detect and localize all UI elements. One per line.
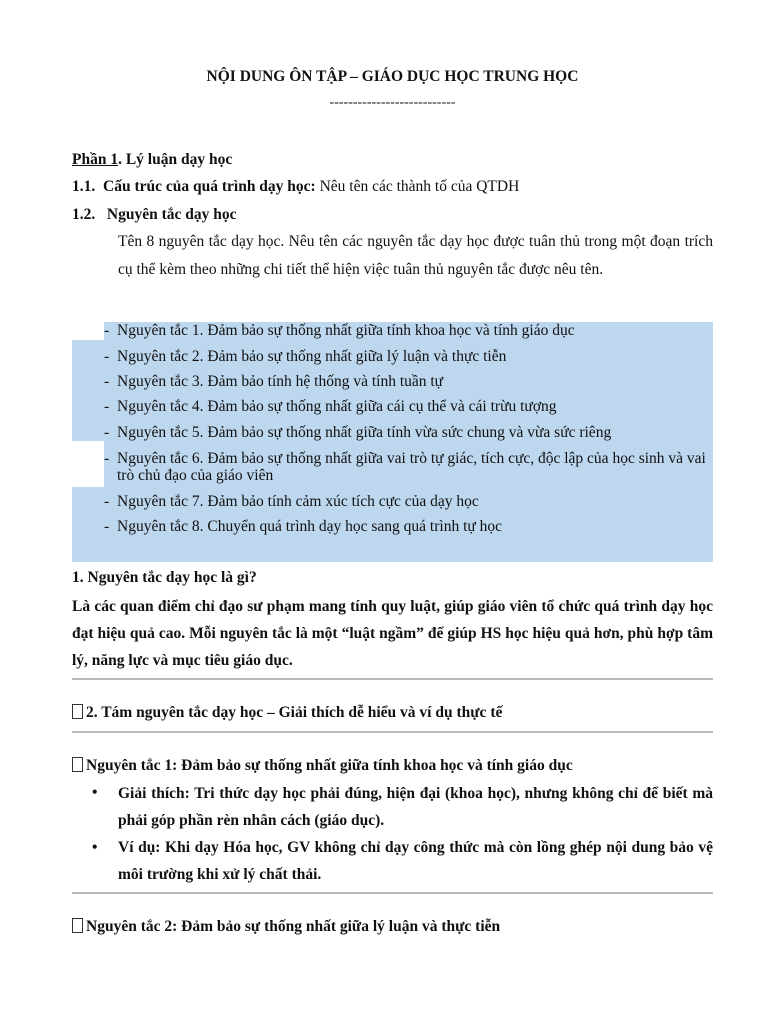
principle-1-example: Ví dụ: Khi dạy Hóa học, GV không chỉ dạy công thức mà còn lồng ghép nội dung bảo vệ môi trường khi xử lý chất thải. bbox=[118, 839, 713, 883]
title-underline-dashes: --------------------------- bbox=[329, 95, 456, 110]
q1-answer: Là các quan điểm chỉ đạo sư phạm mang tính quy luật, giúp giáo viên tổ chức quá trình dạy học đạt hiệu quả cao. Mỗi nguyên tắc là một “luật ngầm” để giúp HS học hiệu quả hơn, phù hợp tâm lý, năng lực và mục tiêu giáo dục. bbox=[72, 598, 713, 669]
divider bbox=[72, 892, 713, 894]
q2-heading-text: 2. Tám nguyên tắc dạy học – Giải thích dễ hiểu và ví dụ thực tế bbox=[86, 704, 503, 721]
section-1-1-number: 1.1. bbox=[72, 178, 96, 195]
list-dash: - bbox=[104, 373, 110, 390]
principle-2-heading-text: Nguyên tắc 2: Đảm bảo sự thống nhất giữa lý luận và thực tiễn bbox=[86, 918, 501, 935]
list-dash: - bbox=[104, 518, 110, 535]
principle-text: Nguyên tắc 6. Đảm bảo sự thống nhất giữa vai trò tự giác, tích cực, độc lập của học sinh và vai trò chủ đạo của giáo viên bbox=[117, 450, 706, 484]
principle-text: Nguyên tắc 5. Đảm bảo sự thống nhất giữa tính vừa sức chung và vừa sức riêng bbox=[117, 424, 612, 441]
list-dash: - bbox=[104, 450, 110, 467]
principle-text: Nguyên tắc 2. Đảm bảo sự thống nhất giữa lý luận và thực tiễn bbox=[117, 348, 507, 365]
list-dash: - bbox=[104, 493, 110, 510]
section-1-2-number: 1.2. bbox=[72, 206, 96, 223]
principle-2-heading bbox=[72, 918, 500, 936]
document-title: NỘI DUNG ÔN TẬP – GIÁO DỤC HỌC TRUNG HỌC bbox=[206, 68, 579, 85]
section-1-2 bbox=[72, 206, 236, 224]
principle-text: Nguyên tắc 3. Đảm bảo tính hệ thống và tính tuần tự bbox=[117, 373, 444, 390]
bullet-icon: • bbox=[92, 839, 98, 856]
missing-glyph-icon bbox=[72, 918, 83, 933]
list-dash: - bbox=[104, 348, 110, 365]
principle-text: Nguyên tắc 4. Đảm bảo sự thống nhất giữa cái cụ thể và cái trừu tượng bbox=[117, 398, 557, 415]
part1-title: . Lý luận dạy học bbox=[118, 151, 233, 168]
part1-heading bbox=[72, 151, 232, 169]
missing-glyph-icon bbox=[72, 757, 83, 772]
principle-1-heading bbox=[72, 757, 573, 775]
section-1-2-paragraph: Tên 8 nguyên tắc dạy học. Nêu tên các nguyên tắc dạy học được tuân thủ trong một đoạn trích cụ thể kèm theo những chi tiết thể hiện việc tuân thủ nguyên tắc được nêu tên. bbox=[118, 233, 713, 278]
q1-heading: 1. Nguyên tắc dạy học là gì? bbox=[72, 569, 257, 586]
bullet-icon: • bbox=[92, 784, 98, 801]
q2-heading bbox=[72, 704, 502, 722]
section-1-1-title: Cấu trúc của quá trình dạy học: bbox=[103, 178, 316, 195]
divider bbox=[72, 678, 713, 680]
section-1-2-title: Nguyên tắc dạy học bbox=[106, 206, 237, 223]
list-dash: - bbox=[104, 398, 110, 415]
principle-text: Nguyên tắc 8. Chuyển quá trình dạy học sang quá trình tự học bbox=[117, 518, 503, 535]
principle-text: Nguyên tắc 7. Đảm bảo tính cảm xúc tích cực của dạy học bbox=[117, 493, 479, 510]
section-1-1-text: Nêu tên các thành tố của QTDH bbox=[315, 178, 520, 195]
highlight-notch-middle bbox=[72, 441, 104, 487]
section-1-1 bbox=[72, 178, 519, 196]
divider bbox=[72, 731, 713, 733]
principle-1-heading-text: Nguyên tắc 1: Đảm bảo sự thống nhất giữa tính khoa học và tính giáo dục bbox=[86, 757, 573, 774]
part1-label: Phần 1 bbox=[72, 151, 119, 168]
list-dash: - bbox=[104, 322, 110, 339]
principle-text: Nguyên tắc 1. Đảm bảo sự thống nhất giữa tính khoa học và tính giáo dục bbox=[117, 322, 575, 339]
missing-glyph-icon bbox=[72, 704, 83, 719]
highlight-notch-top bbox=[72, 322, 104, 340]
principle-1-explanation: Giải thích: Tri thức dạy học phải đúng, hiện đại (khoa học), nhưng không chỉ để biết mà phải góp phần rèn nhân cách (giáo dục). bbox=[118, 785, 713, 829]
list-dash: - bbox=[104, 424, 110, 441]
